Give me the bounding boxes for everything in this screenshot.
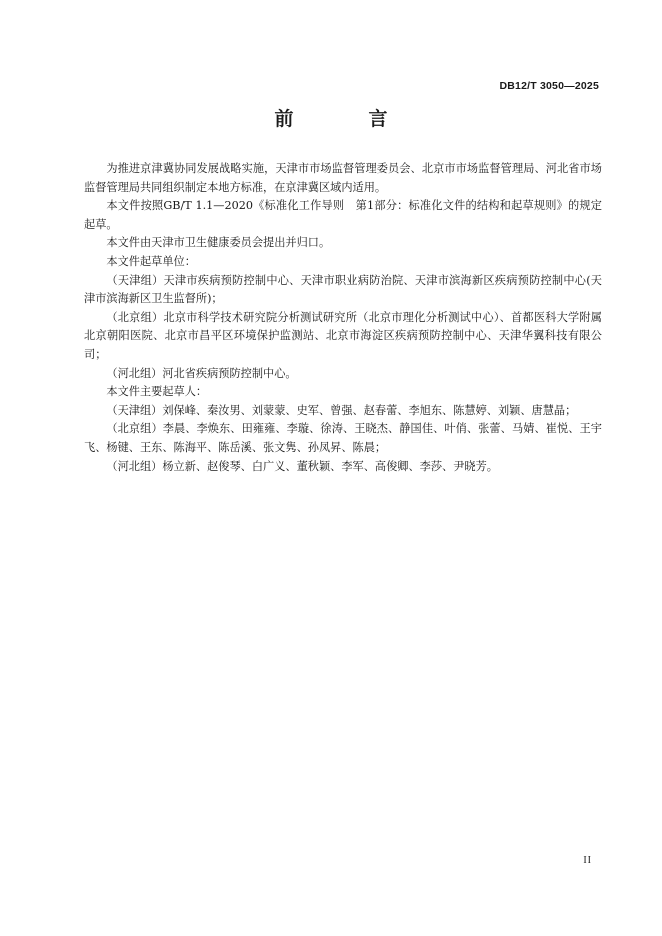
document-code: DB12/T 3050—2025 <box>499 80 599 92</box>
paragraph-purpose: 为推进京津冀协同发展战略实施，天津市市场监督管理委员会、北京市市场监督管理局、河北省市场监督管理局共同组织制定本地方标准，在京津冀区域内适用。 <box>84 162 602 194</box>
paragraph-units-hebei: （河北组）河北省疾病预防控制中心。 <box>106 366 297 380</box>
paragraph-proposer: 本文件由天津市卫生健康委员会提出并归口。 <box>106 236 331 250</box>
foreword-body <box>84 160 602 476</box>
page-title: 前 言 <box>274 108 416 130</box>
paragraph-drafters-tianjin: （天津组）刘保峰、秦汝男、刘蒙蒙、史军、曾强、赵春蕾、李旭东、陈慧婷、刘颖、唐慧晶； <box>106 403 577 417</box>
paragraph-units-beijing: （北京组）北京市科学技术研究院分析测试研究所（北京市理化分析测试中心）、首都医科大学附属北京朝阳医院、北京市昌平区环境保护监测站、北京市海淀区疾病预防控制中心、天津华翼科技有限公司； <box>84 310 602 361</box>
paragraph-units-tianjin: （天津组）天津市疾病预防控制中心、天津市职业病防治院、天津市滨海新区疾病预防控制中心(天津市滨海新区卫生监督所)； <box>84 273 602 306</box>
paragraph-drafters-beijing: （北京组）李晨、李焕东、田雍雍、李璇、徐涛、王晓杰、静国佳、叶俏、张蕾、马婧、崔悦、王宇飞、杨键、王东、陈海平、陈岳溪、张文隽、孙凤昇、陈晨； <box>84 422 602 454</box>
paragraph-drafting-rules: 本文件按照GB/T 1.1—2020《标准化工作导则 第1部分：标准化文件的结构和起草规则》的规定起草。 <box>84 199 602 231</box>
paragraph-drafters-hebei: （河北组）杨立新、赵俊琴、白广义、董秋颖、李军、高俊卿、李莎、尹晓芳。 <box>106 459 498 473</box>
paragraph-drafting-units-heading: 本文件起草单位： <box>106 254 196 268</box>
paragraph-drafters-heading: 本文件主要起草人： <box>106 385 208 399</box>
page-number: II <box>583 855 592 866</box>
